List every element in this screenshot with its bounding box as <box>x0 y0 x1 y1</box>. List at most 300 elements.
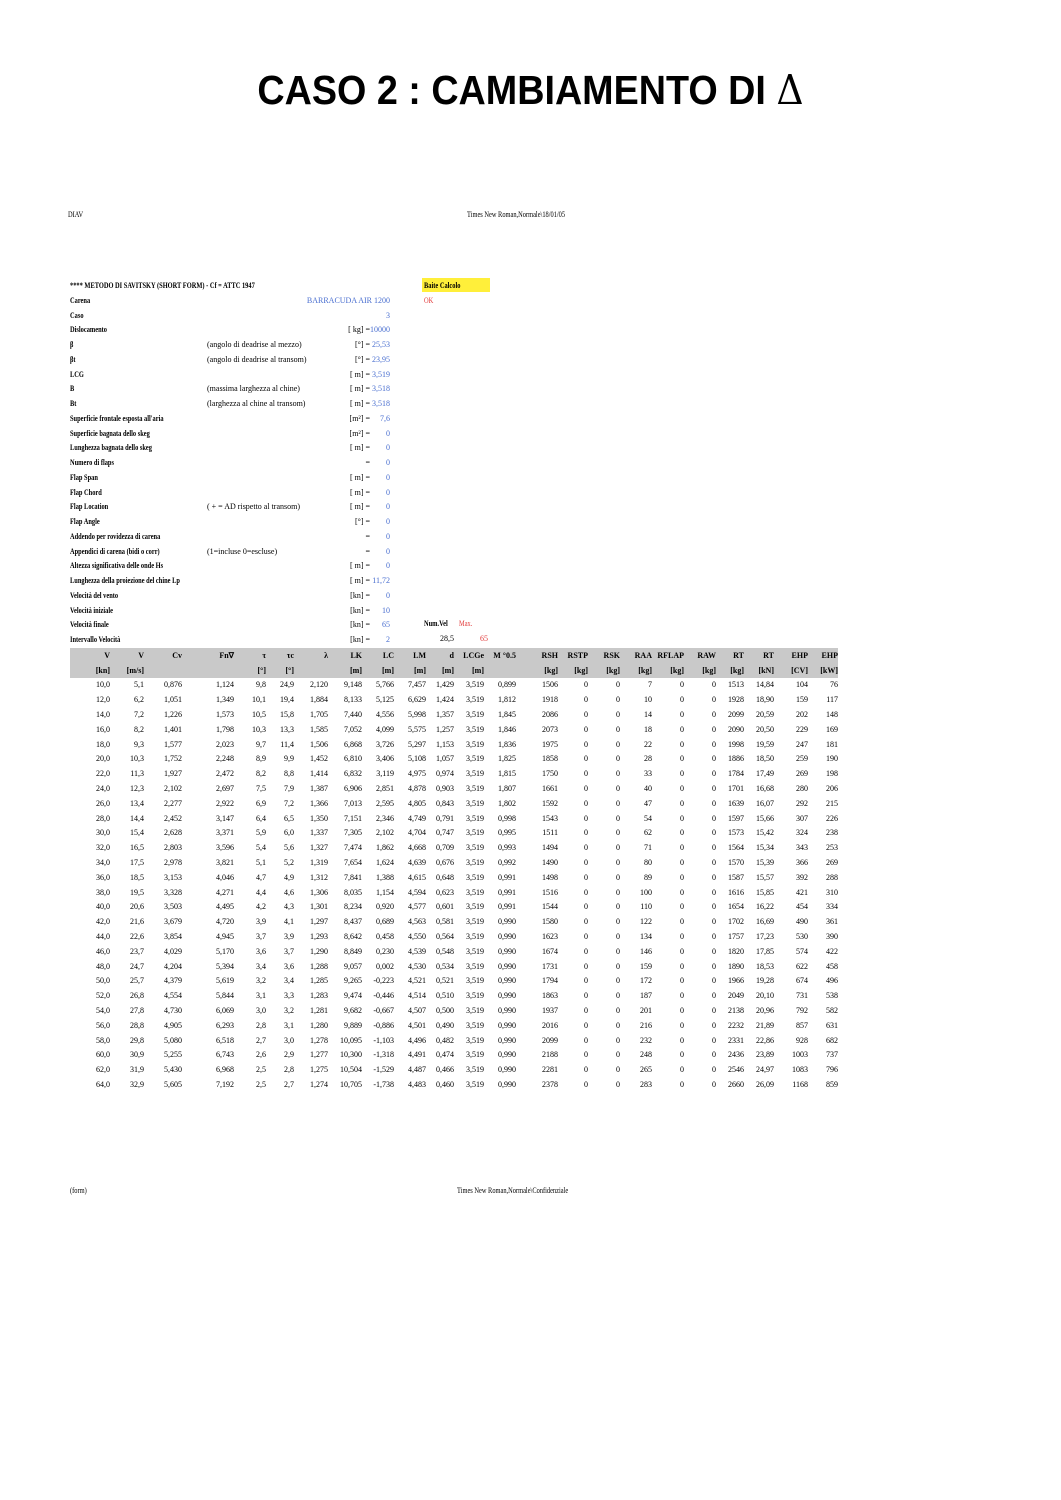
table-cell: 1616 <box>728 887 744 897</box>
param-value: 0 <box>386 517 390 526</box>
table-cell: 19,5 <box>130 887 144 897</box>
table-cell: 4,271 <box>216 887 234 897</box>
table-row <box>70 914 838 929</box>
table-cell: 10,504 <box>340 1065 362 1075</box>
table-cell: 3,7 <box>284 946 294 956</box>
param-row <box>70 309 510 324</box>
table-cell: 40 <box>644 784 652 794</box>
table-cell: 0 <box>584 991 588 1001</box>
param-value: 0 <box>386 546 390 556</box>
column-header: [m] <box>454 663 484 678</box>
table-cell: 1,429 <box>436 680 454 690</box>
table-cell: 0 <box>616 784 620 794</box>
table-cell: 28 <box>644 754 652 764</box>
table-cell: 269 <box>796 769 808 779</box>
table-cell: 0 <box>712 710 716 720</box>
table-cell: 0 <box>680 1065 684 1075</box>
table-cell: 0 <box>584 724 588 734</box>
table-cell: 54 <box>644 813 652 823</box>
table-cell: 0 <box>616 739 620 749</box>
table-cell: 1544 <box>542 902 558 912</box>
table-cell: 4,495 <box>216 902 234 912</box>
table-cell: 31,9 <box>130 1065 144 1075</box>
table-cell: 0 <box>712 991 716 1001</box>
table-cell: 4,539 <box>408 946 426 956</box>
table-cell: 0 <box>712 887 716 897</box>
table-cell: 1498 <box>542 872 558 882</box>
param-label: B <box>70 384 75 394</box>
table-header-row <box>70 663 838 678</box>
table-cell: 8,035 <box>344 887 362 897</box>
table-cell: 2,8 <box>284 1065 294 1075</box>
param-unit: [m²] = <box>349 413 370 423</box>
table-cell: 0 <box>680 976 684 986</box>
table-cell: 4,501 <box>408 1020 426 1030</box>
param-unit: [kn] = <box>350 605 370 615</box>
table-cell: 3,519 <box>466 695 484 705</box>
table-cell: 10,5 <box>252 710 266 720</box>
table-cell: 181 <box>826 739 838 749</box>
table-cell: 0 <box>680 724 684 734</box>
table-cell: 1,825 <box>498 754 516 764</box>
table-cell: 0 <box>680 769 684 779</box>
table-cell: 6,906 <box>344 784 362 794</box>
param-row <box>70 338 510 353</box>
table-cell: 5,170 <box>216 946 234 956</box>
table-cell: 22,6 <box>130 932 144 942</box>
param-row <box>70 412 510 427</box>
table-cell: 3,7 <box>256 932 266 942</box>
column-header: LC <box>362 648 394 663</box>
table-cell: 215 <box>826 798 838 808</box>
table-cell: 5,6 <box>284 843 294 853</box>
table-cell: 0 <box>616 991 620 1001</box>
table-cell: 2,9 <box>284 1050 294 1060</box>
table-cell: 148 <box>826 710 838 720</box>
table-cell: 18,5 <box>130 872 144 882</box>
table-cell: 3,821 <box>216 858 234 868</box>
table-cell: 3,519 <box>466 991 484 1001</box>
table-cell: 4,491 <box>408 1050 426 1060</box>
table-cell: 8,437 <box>344 917 362 927</box>
table-cell: 110 <box>640 902 652 912</box>
table-cell: 361 <box>826 917 838 927</box>
table-cell: 238 <box>826 828 838 838</box>
table-cell: 496 <box>826 976 838 986</box>
table-cell: 1,845 <box>498 710 516 720</box>
table-cell: 2,628 <box>164 828 182 838</box>
table-cell: 9,474 <box>344 991 362 1001</box>
table-cell: 0 <box>584 1006 588 1016</box>
table-cell: 20,6 <box>130 902 144 912</box>
table-cell: 0 <box>584 902 588 912</box>
table-cell: 71 <box>644 843 652 853</box>
param-row <box>70 486 510 501</box>
table-cell: 310 <box>826 887 838 897</box>
column-header: RFLAP <box>652 648 684 663</box>
table-cell: 1,884 <box>310 695 328 705</box>
table-cell: 334 <box>826 902 838 912</box>
table-cell: 5,605 <box>164 1080 182 1089</box>
table-cell: 1511 <box>542 828 558 838</box>
table-cell: 0 <box>616 754 620 764</box>
table-cell: 4,594 <box>408 887 426 897</box>
param-label: βt <box>70 354 76 364</box>
table-cell: 857 <box>796 1020 808 1030</box>
table-cell: 23,89 <box>756 1050 774 1060</box>
table-cell: 0 <box>712 695 716 705</box>
table-cell: 6,832 <box>344 769 362 779</box>
param-row <box>70 471 510 486</box>
table-cell: 0 <box>584 769 588 779</box>
table-cell: 2,697 <box>216 784 234 794</box>
table-cell: 1516 <box>542 887 558 897</box>
param-label: Bt <box>70 399 77 408</box>
table-cell: 25,7 <box>130 976 144 986</box>
param-label: Altezza significativa delle onde Hs <box>70 561 164 571</box>
table-cell: 28,8 <box>130 1020 144 1030</box>
table-cell: 0 <box>680 695 684 705</box>
param-value: 2 <box>386 635 390 644</box>
table-cell: 1,424 <box>436 695 454 705</box>
table-cell: 1702 <box>728 917 744 927</box>
table-cell: 20,0 <box>96 754 110 764</box>
param-unit: [kn] = <box>350 620 370 630</box>
table-cell: 2,023 <box>216 739 234 749</box>
table-cell: 582 <box>826 1006 838 1016</box>
table-cell: 7,192 <box>216 1080 234 1089</box>
table-cell: 0 <box>680 946 684 956</box>
table-cell: 2436 <box>728 1050 744 1060</box>
table-cell: 0 <box>712 813 716 823</box>
column-header: LK <box>328 648 362 663</box>
table-cell: 17,85 <box>756 946 774 956</box>
table-cell: 0,548 <box>436 946 454 956</box>
column-header: RAW <box>684 648 716 663</box>
param-label: Lunghezza bagnata dello skeg <box>70 443 152 453</box>
table-cell: 0 <box>584 813 588 823</box>
table-cell: 4,577 <box>408 902 426 912</box>
table-cell: 4,639 <box>408 858 426 868</box>
table-cell: 1661 <box>542 784 558 794</box>
table-cell: 0,791 <box>436 813 454 823</box>
table-cell: 29,8 <box>130 1035 144 1045</box>
table-cell: 5,297 <box>408 739 426 749</box>
table-cell: 0 <box>584 754 588 764</box>
table-cell: 0 <box>616 858 620 868</box>
table-cell: 3,519 <box>466 724 484 734</box>
param-row <box>70 530 510 545</box>
table-cell: 159 <box>640 961 652 971</box>
table-cell: 0 <box>584 1065 588 1075</box>
table-cell: 0 <box>712 976 716 986</box>
column-header: LCGe <box>454 648 484 663</box>
num-vel-label: Num.Vel <box>424 619 448 628</box>
table-cell: 1,275 <box>310 1065 328 1075</box>
table-cell: 1757 <box>728 932 744 942</box>
table-cell: 0 <box>680 1006 684 1016</box>
table-cell: 14,0 <box>96 710 110 720</box>
table-cell: 10,3 <box>252 724 266 734</box>
table-cell: 0,676 <box>436 858 454 868</box>
param-unit: [°] = <box>354 354 370 364</box>
table-cell: 0 <box>616 1065 620 1075</box>
table-cell: 22,0 <box>96 769 110 779</box>
table-cell: 3,328 <box>164 887 182 897</box>
table-cell: 1,274 <box>310 1080 328 1089</box>
table-cell: 1,452 <box>310 754 328 764</box>
table-cell: 0 <box>680 680 684 690</box>
table-cell: 4,730 <box>164 1006 182 1016</box>
table-cell: 0 <box>712 798 716 808</box>
num-vel-value: 28,5 <box>440 634 454 643</box>
column-header: EHP <box>774 648 808 663</box>
table-cell: 2,851 <box>376 784 394 794</box>
column-header: [kN] <box>744 663 774 678</box>
param-label: Appendici di carena (bidi o corr) <box>70 546 160 556</box>
table-cell: 54,0 <box>96 1006 110 1016</box>
footer-left: (form) <box>70 1186 87 1195</box>
table-cell: 3,2 <box>256 976 266 986</box>
table-cell: 8,2 <box>256 769 266 779</box>
param-value: 0 <box>386 458 390 467</box>
table-cell: 30,0 <box>96 828 110 838</box>
table-cell: 16,22 <box>756 902 774 912</box>
param-value: 0 <box>386 561 390 571</box>
param-label: Flap Location <box>70 502 109 512</box>
table-cell: 3,519 <box>466 1020 484 1030</box>
table-cell: 3,519 <box>466 798 484 808</box>
param-value: 0 <box>386 472 390 482</box>
table-cell: 0,458 <box>376 932 394 942</box>
table-cell: 1,283 <box>310 991 328 1001</box>
table-cell: 21,6 <box>130 917 144 927</box>
table-cell: 1,802 <box>498 798 516 808</box>
table-cell: 0 <box>616 932 620 942</box>
table-cell: 1,226 <box>164 710 182 720</box>
table-cell: 60,0 <box>96 1050 110 1060</box>
table-cell: 0 <box>680 754 684 764</box>
table-cell: 9,3 <box>134 739 144 749</box>
table-cell: 1580 <box>542 917 558 927</box>
param-label: Velocità del vento <box>70 590 119 600</box>
param-row <box>70 323 510 338</box>
table-cell: 80 <box>644 858 652 868</box>
table-cell: 6,968 <box>216 1065 234 1075</box>
param-label: Caso <box>70 310 84 320</box>
table-cell: 1784 <box>728 769 744 779</box>
table-cell: 0 <box>616 1035 620 1045</box>
table-cell: 366 <box>796 858 808 868</box>
table-cell: 0,510 <box>436 991 454 1001</box>
param-unit: = <box>365 531 370 541</box>
param-row <box>70 441 510 456</box>
table-cell: 15,66 <box>756 813 774 823</box>
table-cell: 2,595 <box>376 798 394 808</box>
table-cell: 1,288 <box>310 961 328 971</box>
param-row <box>70 559 510 574</box>
table-cell: 0 <box>680 813 684 823</box>
table-row <box>70 1033 838 1048</box>
table-cell: 1,278 <box>310 1035 328 1045</box>
table-cell: 4,046 <box>216 872 234 882</box>
table-cell: 0 <box>616 1020 620 1030</box>
status-value: OK <box>424 296 434 305</box>
table-cell: 3,519 <box>466 917 484 927</box>
column-header: λ <box>294 648 328 663</box>
table-cell: 0 <box>712 769 716 779</box>
table-cell: 0 <box>616 887 620 897</box>
table-cell: -0,667 <box>373 1006 394 1016</box>
table-row <box>70 781 838 796</box>
table-cell: 0 <box>616 917 620 927</box>
table-cell: 5,766 <box>376 680 394 690</box>
table-cell: 0,990 <box>498 946 516 956</box>
column-header: [kg] <box>716 663 744 678</box>
column-header <box>484 663 516 678</box>
table-cell: 1,124 <box>216 680 234 690</box>
table-cell: 0 <box>680 961 684 971</box>
table-cell: 4,029 <box>164 946 182 956</box>
table-cell: 0,995 <box>498 828 516 838</box>
table-row <box>70 678 838 693</box>
table-cell: 3,519 <box>466 872 484 882</box>
param-unit: [ m] = <box>349 561 370 571</box>
table-cell: 8,642 <box>344 932 362 942</box>
table-cell: 2331 <box>728 1035 744 1045</box>
table-cell: 0 <box>616 961 620 971</box>
table-cell: 0 <box>584 828 588 838</box>
table-cell: 169 <box>826 724 838 734</box>
param-value: 10000 <box>370 325 390 335</box>
table-cell: 0 <box>712 739 716 749</box>
column-header: [°] <box>234 663 266 678</box>
column-header: [kg] <box>588 663 620 678</box>
table-cell: 0 <box>680 858 684 868</box>
table-row <box>70 929 838 944</box>
table-cell: 15,34 <box>756 843 774 853</box>
table-cell: 4,6 <box>284 887 294 897</box>
table-cell: 44,0 <box>96 932 110 942</box>
param-value: 3,518 <box>372 399 390 408</box>
table-row <box>70 692 838 707</box>
table-cell: 6,0 <box>284 828 294 838</box>
table-cell: 5,619 <box>216 976 234 986</box>
table-cell: 0 <box>712 828 716 838</box>
table-cell: 14 <box>644 710 652 720</box>
table-cell: 0,648 <box>436 872 454 882</box>
table-row <box>70 900 838 915</box>
table-cell: 3,519 <box>466 813 484 823</box>
table-cell: 0 <box>712 724 716 734</box>
table-cell: 4,487 <box>408 1065 426 1075</box>
table-cell: 202 <box>796 710 808 720</box>
table-cell: 3,519 <box>466 946 484 956</box>
table-cell: 1,051 <box>164 695 182 705</box>
table-cell: 24,0 <box>96 784 110 794</box>
table-cell: 0 <box>584 739 588 749</box>
table-cell: 7,440 <box>344 710 362 720</box>
table-cell: 18,0 <box>96 739 110 749</box>
table-cell: 1674 <box>542 946 558 956</box>
table-cell: 9,057 <box>344 961 362 971</box>
param-unit: [°] = <box>354 517 370 526</box>
table-cell: 64,0 <box>96 1080 110 1089</box>
header-left: DIAV <box>68 210 84 219</box>
table-cell: 9,889 <box>344 1020 362 1030</box>
table-cell: 1513 <box>728 680 744 690</box>
column-header: EHP <box>808 648 838 663</box>
footer-right: Times New Roman,Normale\Confidenziale <box>457 1186 569 1195</box>
table-cell: 104 <box>796 680 808 690</box>
param-value: 10 <box>382 605 390 615</box>
table-cell: 0,002 <box>376 961 394 971</box>
table-cell: 7,2 <box>284 798 294 808</box>
table-cell: 0,709 <box>436 843 454 853</box>
table-cell: 0 <box>584 946 588 956</box>
table-cell: 1,337 <box>310 828 328 838</box>
table-cell: 18 <box>644 724 652 734</box>
table-cell: 5,1 <box>134 680 144 690</box>
table-cell: 8,849 <box>344 946 362 956</box>
table-cell: 47 <box>644 798 652 808</box>
table-cell: 2,346 <box>376 813 394 823</box>
param-label: Flap Span <box>70 472 98 482</box>
table-cell: 198 <box>826 769 838 779</box>
table-cell: 0,601 <box>436 902 454 912</box>
table-cell: 9,682 <box>344 1006 362 1016</box>
table-cell: 283 <box>640 1080 652 1089</box>
delta-symbol: Δ <box>776 66 804 114</box>
table-cell: 16,07 <box>756 798 774 808</box>
table-cell: 10,0 <box>96 680 110 690</box>
column-header: RT <box>744 648 774 663</box>
table-cell: -1,318 <box>373 1050 394 1060</box>
table-cell: 16,69 <box>756 917 774 927</box>
table-cell: 62,0 <box>96 1065 110 1075</box>
table-row <box>70 959 838 974</box>
column-header: d <box>426 648 454 663</box>
table-cell: 1820 <box>728 946 744 956</box>
table-cell: 1506 <box>542 680 558 690</box>
table-cell: 0 <box>712 872 716 882</box>
table-cell: 859 <box>826 1080 838 1089</box>
table-cell: 36,0 <box>96 872 110 882</box>
table-cell: 3,519 <box>466 754 484 764</box>
table-cell: 0 <box>616 828 620 838</box>
table-cell: 20,50 <box>756 724 774 734</box>
param-row <box>70 545 510 560</box>
param-label: Superficie bagnata dello skeg <box>70 428 150 438</box>
table-cell: 8,2 <box>134 724 144 734</box>
table-cell: 4,4 <box>256 887 266 897</box>
table-cell: 0,689 <box>376 917 394 927</box>
table-cell: 0,521 <box>436 976 454 986</box>
table-cell: 0,990 <box>498 1050 516 1060</box>
param-value: 0 <box>386 531 390 541</box>
param-row <box>70 397 510 412</box>
table-cell: 4,975 <box>408 769 426 779</box>
table-cell: 248 <box>640 1050 652 1060</box>
table-cell: 0,747 <box>436 828 454 838</box>
table-row <box>70 722 838 737</box>
max-label: Max. <box>459 619 473 628</box>
table-cell: 0 <box>616 710 620 720</box>
table-cell: 1592 <box>542 798 558 808</box>
table-cell: 4,550 <box>408 932 426 942</box>
table-cell: 5,998 <box>408 710 426 720</box>
param-row <box>70 427 510 442</box>
